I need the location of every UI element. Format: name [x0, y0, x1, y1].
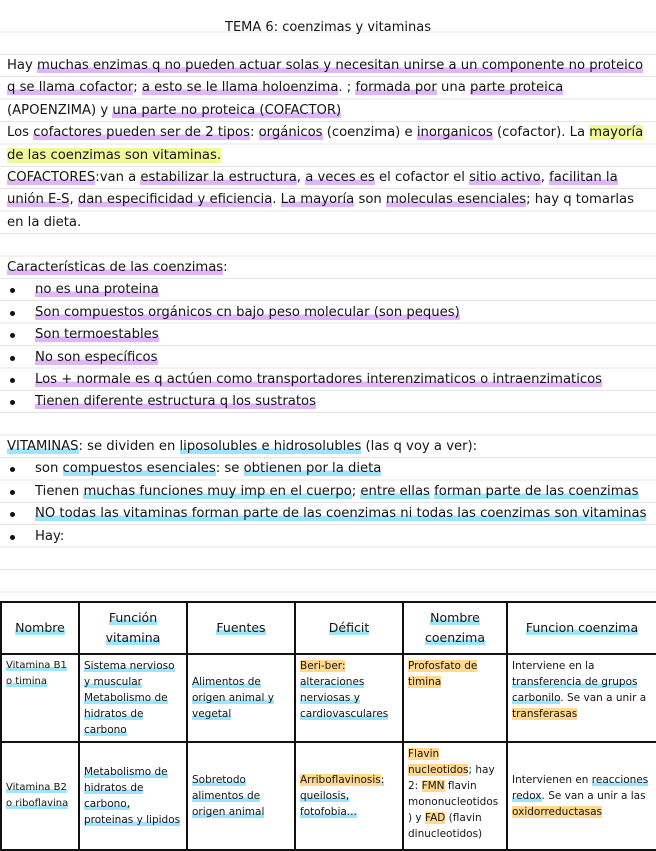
- highlight-text: entre ellas: [360, 483, 430, 499]
- highlight-text: inorganicos: [416, 125, 493, 141]
- highlight-text: liposolubles e hidrosolubles: [179, 439, 362, 454]
- text: Hay:: [35, 528, 65, 544]
- cell-nombre: Vitamina B2 o riboflavina: [1, 742, 79, 850]
- list-item: [7, 481, 647, 503]
- text: el cofactor el: [374, 170, 470, 186]
- list-item: [7, 279, 647, 301]
- highlight-text: a veces es: [305, 170, 375, 186]
- highlight-text: formada por: [355, 80, 437, 96]
- vitaminas-section: [7, 436, 647, 548]
- text: Los: [7, 125, 34, 141]
- list-item-text: No son específicos: [35, 349, 158, 365]
- text: ,: [69, 192, 78, 208]
- column-header: Función vitamina: [79, 602, 187, 654]
- highlight-text: dan especificidad y eficiencia: [77, 192, 273, 208]
- cell-deficit: Arriboflavinosis: queilosis, fotofobia...: [295, 742, 403, 850]
- list-item: [7, 391, 647, 413]
- cell-fuentes: Sobretodo alimentos de origen animal: [187, 742, 295, 850]
- cell-nombre: Vitamina B1 o timina: [1, 654, 79, 742]
- cell-deficit: Beri-ber: alteraciones nerviosas y cardiovasculares: [295, 654, 403, 742]
- list-item: [7, 324, 647, 346]
- highlight-text: una parte no proteica (COFACTOR): [112, 102, 342, 118]
- column-header: Nombre: [1, 602, 79, 654]
- cell-funcion: Metabolismo de hidratos de carbono, proteinas y lipidos: [79, 742, 187, 850]
- text: ;: [351, 483, 361, 499]
- vitamins-table-wrap: [0, 601, 656, 851]
- text: Tienen: [35, 483, 84, 499]
- text: :van a: [95, 170, 141, 186]
- text: .: [272, 192, 281, 208]
- text: (las q voy a ver):: [361, 439, 478, 454]
- cell-fuentes: Alimentos de origen animal y vegetal: [187, 654, 295, 742]
- list-item-text: Tienen diferente estructura q los sustratos: [35, 394, 316, 410]
- text: : se dividen en: [78, 439, 180, 454]
- text: ,: [296, 170, 306, 186]
- text: ,: [540, 170, 550, 186]
- text: Hay: [7, 58, 37, 73]
- list-item: [7, 302, 647, 324]
- highlight-text: orgánicos: [258, 125, 323, 141]
- highlight-text: cofactores pueden ser de 2 tipos: [33, 125, 250, 141]
- vitamins-table: [0, 601, 656, 851]
- text: (cofactor). La: [492, 125, 590, 141]
- text: :: [223, 260, 228, 275]
- intro-paragraph: [7, 55, 647, 234]
- text: ;: [133, 80, 142, 96]
- text: una: [436, 80, 470, 96]
- list-item: [7, 526, 647, 548]
- column-header: Déficit: [295, 602, 403, 654]
- vitaminas-heading: [7, 436, 647, 458]
- table-row: [1, 654, 656, 742]
- caracteristicas-section: [7, 257, 647, 414]
- text: (coenzima) e: [322, 125, 417, 141]
- highlight-text: NO todas las vitaminas forman parte de las coenzimas ni todas las coenzimas son vitaminas: [35, 506, 647, 522]
- cell-coenzima: Profosfato de timina: [403, 654, 507, 742]
- highlight-text: La mayoría: [280, 192, 355, 208]
- list-item: [7, 369, 647, 391]
- list-item-text: Los + normale es q actúen como transportadores interenzimaticos o intraenzimaticos: [35, 372, 603, 388]
- cell-funcion-coenzima: Intervienen en reacciones redox. Se van a unir a las oxidorreductasas: [507, 742, 656, 850]
- text: (APOENZIMA) y: [7, 102, 113, 118]
- highlight-text: estabilizar la estructura: [140, 170, 297, 186]
- column-header: Nombre coenzima: [403, 602, 507, 654]
- list-item-text: Son termoestables: [35, 327, 159, 343]
- text: ; hay q tomarlas en la dieta.: [7, 192, 635, 230]
- column-header: Fuentes: [187, 602, 295, 654]
- heading-text: Características de las coenzimas: [7, 260, 224, 275]
- highlight-text: VITAMINAS: [7, 439, 79, 454]
- highlight-text: cofactor: [79, 80, 134, 96]
- highlight-text: COFACTORES: [7, 170, 96, 186]
- table-row: [1, 742, 656, 850]
- list-item-text: Son compuestos orgánicos cn bajo peso molecular (son peques): [35, 304, 460, 320]
- list-item-text: no es una proteina: [35, 282, 159, 298]
- highlight-text: sitio activo: [469, 170, 541, 186]
- column-header: Funcion coenzima: [507, 602, 656, 654]
- highlight-text: forman parte de las coenzimas: [434, 483, 639, 499]
- list-item: [7, 458, 647, 480]
- highlight-text: muchas funciones muy imp en el cuerpo: [83, 483, 352, 499]
- yellow-highlight-text: mayoría de las coenzimas son vitaminas.: [7, 125, 644, 163]
- text: : se: [215, 461, 244, 477]
- page-title: TEMA 6: coenzimas y vitaminas: [225, 20, 431, 35]
- cell-funcion: Sistema nervioso y muscular Metabolismo de hidratos de carbono: [79, 654, 187, 742]
- highlight-text: facilitan la unión E-S: [7, 170, 618, 208]
- cell-funcion-coenzima: Interviene en la transferencia de grupos carbonilo. Se van a unir a transferasas: [507, 654, 656, 742]
- highlight-text: moleculas esenciales: [385, 192, 527, 208]
- text: :: [249, 125, 259, 141]
- text: . ;: [338, 80, 356, 96]
- highlight-text: obtienen por la dieta: [243, 461, 382, 477]
- list-item: [7, 347, 647, 369]
- list-item: [7, 503, 647, 525]
- section-heading: [7, 257, 647, 279]
- bullet-list: [7, 279, 647, 413]
- table-header-row: [1, 602, 656, 654]
- bullet-list: [7, 458, 647, 548]
- highlight-text: compuestos esenciales: [62, 461, 216, 477]
- highlight-text: muchas enzimas q no pueden actuar solas y necesitan unirse a un componente no proteico q se llama: [7, 58, 644, 96]
- text: son: [35, 461, 63, 477]
- highlight-text: a esto se le llama holoenzima: [141, 80, 339, 96]
- cell-coenzima: Flavin nucleotidos; hay 2: FMN flavin mononucleotidos ) y FAD (flavin dinucleotidos): [403, 742, 507, 850]
- text: son: [354, 192, 386, 208]
- highlight-text: parte proteica: [469, 80, 564, 96]
